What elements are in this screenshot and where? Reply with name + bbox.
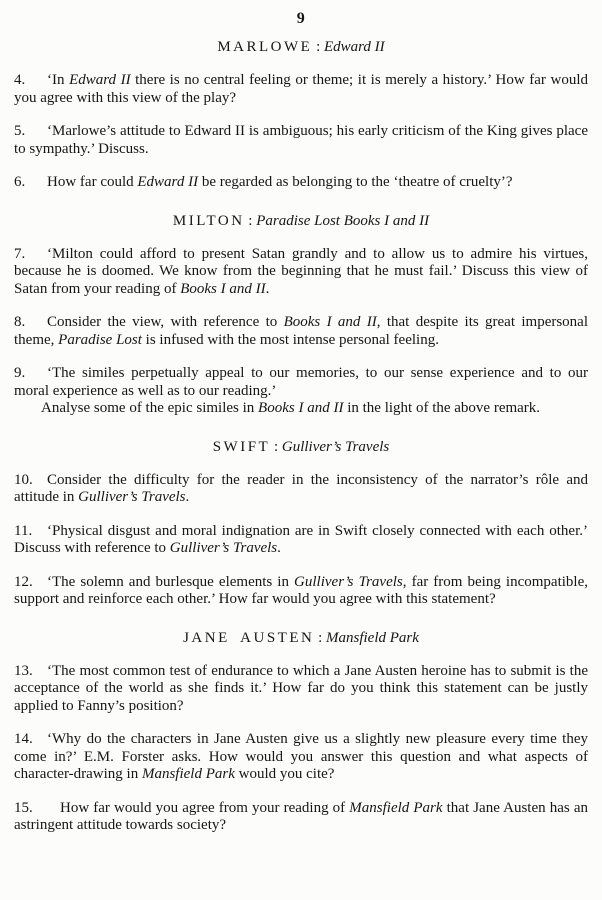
question-number: 12. bbox=[14, 573, 33, 590]
text-run: ‘The solemn and burlesque elements in bbox=[47, 573, 295, 590]
question bbox=[14, 472, 588, 507]
question-number: 4. bbox=[14, 72, 26, 88]
question-number: 10. bbox=[14, 471, 33, 488]
paper-section bbox=[14, 213, 588, 418]
text-run: . bbox=[265, 280, 270, 297]
italic-title-text: Mansfield Park bbox=[326, 629, 419, 646]
text-run: ‘Physical disgust and moral indignation are in Swift closely connected with each other.’ Discuss with reference to bbox=[14, 522, 588, 556]
question bbox=[14, 72, 588, 107]
question-number: 7. bbox=[14, 245, 26, 262]
text-run: ‘In bbox=[47, 72, 70, 88]
italic-title-text: Paradise Lost Books I and II bbox=[256, 212, 430, 229]
text-run: , that despite its great impersonal theme, bbox=[14, 314, 589, 348]
author-name-caps: JANE AUSTEN bbox=[183, 629, 315, 646]
italic-title-text: Mansfield Park bbox=[349, 799, 443, 816]
italic-title-text: Gulliver’s Travels bbox=[294, 573, 403, 590]
question-number: 11. bbox=[14, 522, 33, 539]
author-name-caps: SWIFT bbox=[212, 438, 271, 455]
paper-section bbox=[14, 39, 588, 192]
question-number: 5. bbox=[14, 123, 26, 139]
sections bbox=[14, 39, 588, 835]
question bbox=[14, 174, 588, 192]
text-run: there is no central feeling or theme; it is merely a history.’ How far would you agree with this view of the play? bbox=[14, 72, 588, 106]
italic-title-text: Edward II bbox=[137, 174, 199, 190]
text-run: : bbox=[244, 212, 257, 229]
question bbox=[14, 123, 588, 158]
question bbox=[14, 663, 588, 716]
question bbox=[14, 574, 588, 609]
question-number: 13. bbox=[14, 662, 33, 679]
page-number: 9 bbox=[296, 10, 306, 27]
italic-title-text: Books I and II bbox=[180, 280, 266, 297]
text-run: ‘Milton could afford to present Satan grandly and to allow us to admire his virtues, because he is doomed. We know from the beginning that he must fail.’ Discuss this view of Satan from your reading of bbox=[14, 245, 588, 297]
question-number: 8. bbox=[14, 314, 26, 330]
section-heading bbox=[14, 213, 588, 230]
text-run: that Jane Austen has an astringent attitude towards society? bbox=[14, 799, 588, 833]
section-heading bbox=[14, 439, 588, 456]
text-run: is infused with the most intense personal feeling. bbox=[141, 331, 439, 348]
text-run: : bbox=[312, 39, 324, 55]
author-name-caps: MARLOWE bbox=[217, 39, 313, 55]
italic-title-text: Paradise Lost bbox=[58, 331, 142, 348]
text-run: How far would you agree from your reading of bbox=[60, 799, 350, 816]
text-run: : bbox=[270, 438, 282, 455]
text-run: in the light of the above remark. bbox=[343, 400, 541, 416]
question-continuation bbox=[14, 400, 588, 418]
paper-section bbox=[14, 439, 588, 609]
text-run: ‘Why do the characters in Jane Austen give us a slightly new pleasure every time they come in?’ E.M. Forster asks. How would you answer this question and what aspects of character-drawing in bbox=[14, 731, 588, 782]
text-run: be regarded as belonging to the ‘theatre of cruelty’? bbox=[198, 174, 513, 190]
question-number: 14. bbox=[14, 731, 33, 747]
text-run: Consider the view, with reference to bbox=[47, 314, 284, 330]
question bbox=[14, 731, 588, 784]
text-run: ‘Marlowe’s attitude to Edward II is ambiguous; his early criticism of the King gives place to sympathy.’ Discuss. bbox=[14, 123, 588, 157]
text-run: ‘The similes perpetually appeal to our memories, to our sense experience and to our moral experience as well as to our reading.’ bbox=[14, 365, 588, 399]
italic-title-text: Books I and II bbox=[258, 400, 344, 416]
question bbox=[14, 246, 588, 299]
text-run: would you cite? bbox=[234, 766, 335, 782]
italic-title-text: Edward II bbox=[69, 72, 131, 88]
italic-title-text: Gulliver’s Travels bbox=[169, 540, 278, 556]
italic-title-text: Mansfield Park bbox=[141, 766, 235, 782]
question bbox=[14, 314, 588, 349]
text-run: , far from being incompatible, support and reinforce each other.’ How far would you agree with this statement? bbox=[14, 573, 588, 607]
section-heading bbox=[14, 39, 588, 56]
text-run: ‘The most common test of endurance to which a Jane Austen heroine has to submit is the acceptance of the world as she finds it.’ How far do you think this statement can be justly applied to Fanny’s position? bbox=[14, 662, 588, 714]
question bbox=[14, 523, 588, 558]
question-number: 6. bbox=[14, 174, 26, 190]
question-number: 15. bbox=[14, 799, 33, 816]
question-number: 9. bbox=[14, 365, 26, 381]
text-run: . bbox=[277, 540, 281, 556]
text-run: How far could bbox=[47, 174, 138, 190]
section-heading bbox=[14, 630, 588, 647]
paper-section bbox=[14, 630, 588, 835]
text-run: . bbox=[185, 489, 190, 505]
text-run: : bbox=[314, 629, 327, 646]
question bbox=[14, 365, 588, 400]
italic-title-text: Books I and II bbox=[283, 314, 377, 330]
italic-title-text: Gulliver’s Travels bbox=[78, 489, 186, 505]
italic-title-text: Gulliver’s Travels bbox=[281, 438, 390, 455]
author-name-caps: MILTON bbox=[172, 212, 245, 229]
question bbox=[14, 800, 588, 835]
italic-title-text: Edward II bbox=[323, 39, 385, 55]
text-run: Analyse some of the epic similes in bbox=[41, 400, 259, 416]
text-run: Consider the difficulty for the reader in the inconsistency of the narrator’s rôle and attitude in bbox=[14, 471, 588, 505]
